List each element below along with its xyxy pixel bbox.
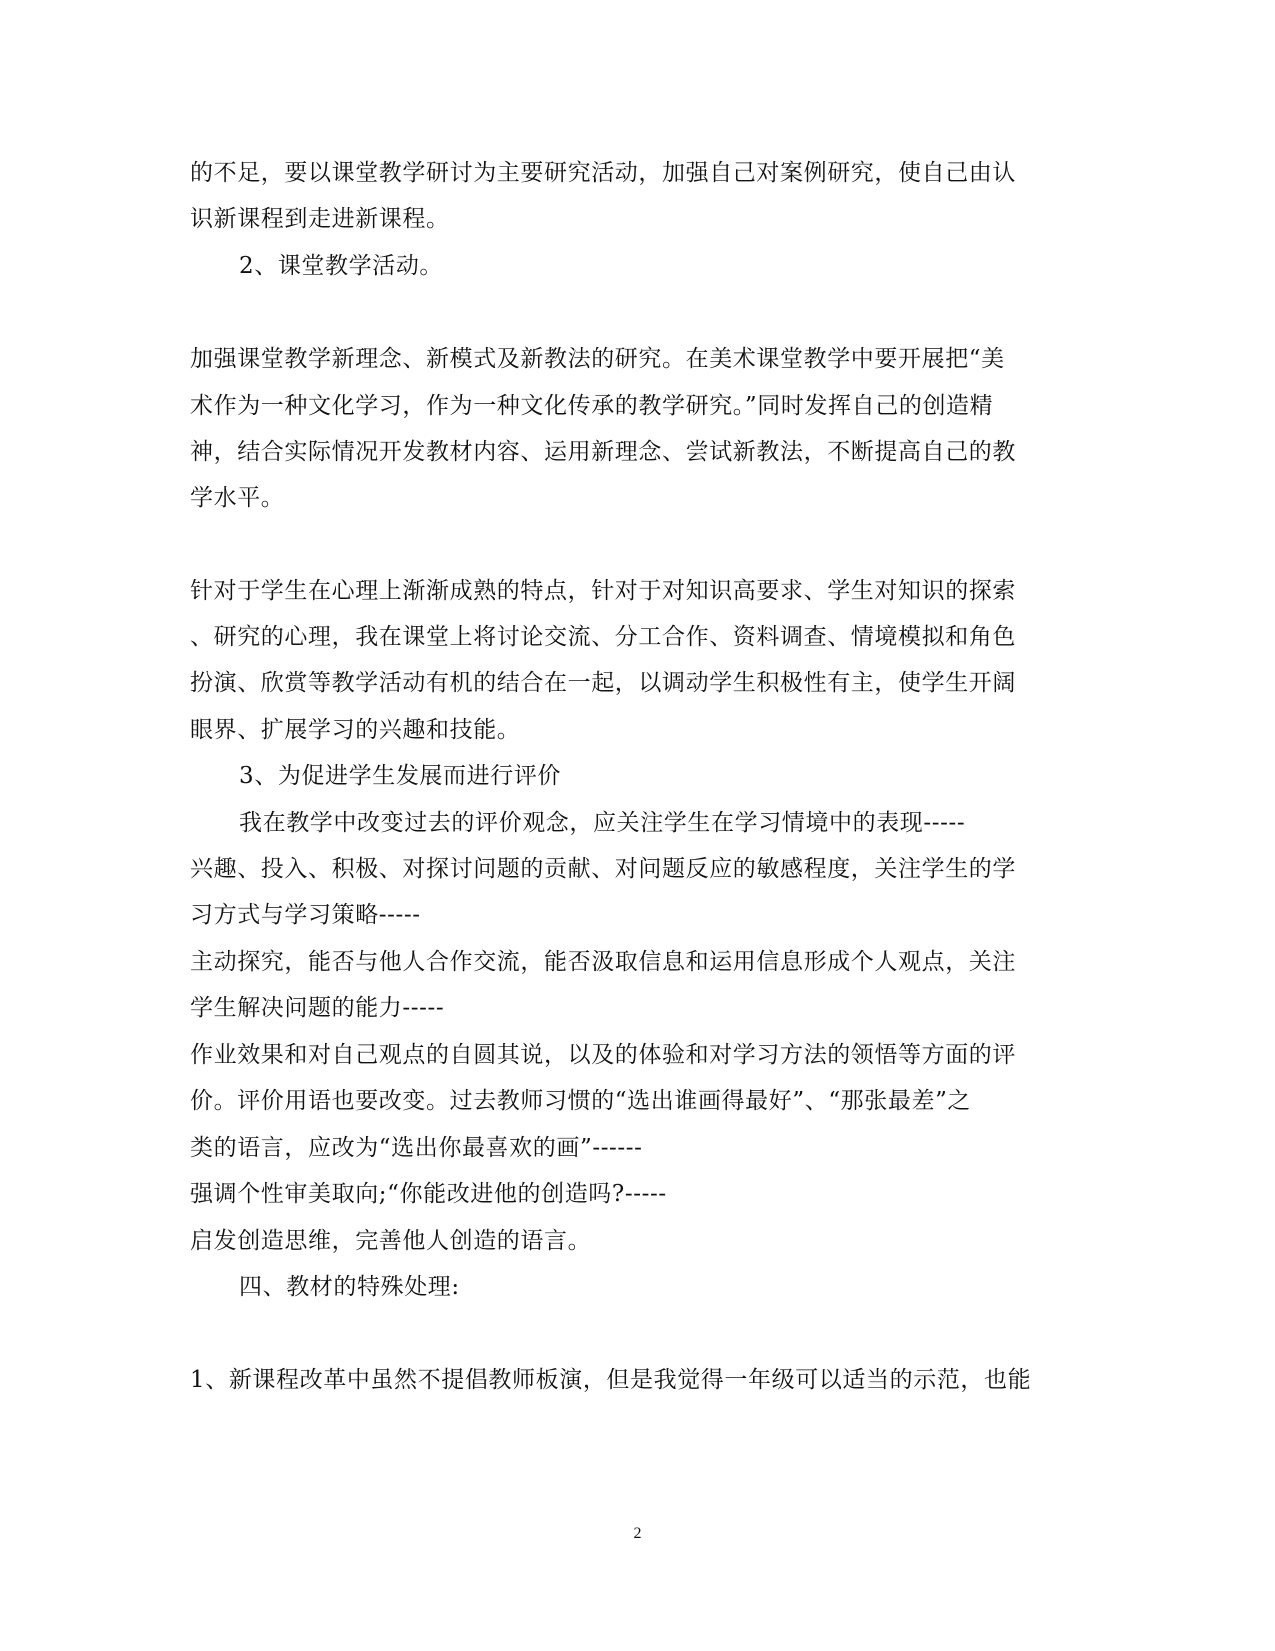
- text-line: 作业效果和对自己观点的自圆其说，以及的体验和对学习方法的领悟等方面的评: [190, 1042, 1016, 1068]
- page-number: 2: [633, 1525, 642, 1542]
- text-line: 强调个性审美取向;“你能改进他的创造吗?-----: [190, 1181, 667, 1207]
- text-line: 术作为一种文化学习，作为一种文化传承的教学研究。”同时发挥自己的创造精: [190, 393, 994, 419]
- text-line: 识新课程到走进新课程。: [190, 206, 450, 232]
- text-line: 的不足，要以课堂教学研讨为主要研究活动，加强自己对案例研究，使自己由认: [190, 160, 1016, 186]
- text-line: 神，结合实际情况开发教材内容、运用新理念、尝试新教法，不断提高自己的教: [190, 439, 1016, 465]
- text-line: 价。评价用语也要改变。过去教师习惯的“选出谁画得最好”、“那张最差”之: [190, 1088, 972, 1114]
- text-line: 针对于学生在心理上渐渐成熟的特点，针对于对知识高要求、学生对知识的探索: [190, 578, 1016, 604]
- text-line: 学水平。: [190, 485, 285, 511]
- section-heading: 3、为促进学生发展而进行评价: [239, 763, 562, 789]
- section-heading: 2、课堂教学活动。: [239, 253, 444, 279]
- text-line: 扮演、欣赏等教学活动有机的结合在一起，以调动学生积极性有主，使学生开阔: [190, 670, 1016, 696]
- text-line: 我在教学中改变过去的评价观念，应关注学生在学习情境中的表现-----: [239, 810, 966, 836]
- text-line: 加强课堂教学新理念、新模式及新教法的研究。在美术课堂教学中要开展把“美: [190, 346, 1005, 372]
- text-line: 启发创造思维，完善他人创造的语言。: [190, 1228, 592, 1254]
- section-heading: 四、教材的特殊处理:: [239, 1274, 460, 1300]
- text-line: 眼界、扩展学习的兴趣和技能。: [190, 717, 521, 743]
- text-line: 类的语言，应改为“选出你最喜欢的画”------: [190, 1135, 643, 1161]
- text-line: 兴趣、投入、积极、对探讨问题的贡献、对问题反应的敏感程度，关注学生的学: [190, 856, 1016, 882]
- text-line: 1、新课程改革中虽然不提倡教师板演，但是我觉得一年级可以适当的示范，也能: [190, 1367, 1032, 1393]
- text-line: 主动探究，能否与他人合作交流，能否汲取信息和运用信息形成个人观点，关注: [190, 949, 1016, 975]
- text-line: 、研究的心理，我在课堂上将讨论交流、分工合作、资料调查、情境模拟和角色: [190, 624, 1016, 650]
- text-line: 学生解决问题的能力-----: [190, 995, 445, 1021]
- text-line: 习方式与学习策略-----: [190, 902, 421, 928]
